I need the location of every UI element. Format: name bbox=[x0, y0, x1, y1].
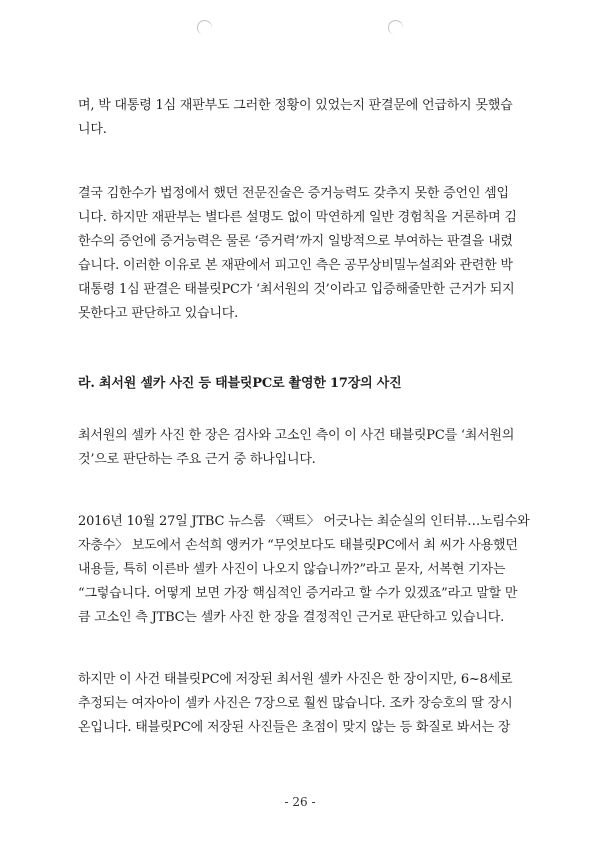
text-line: 하지만 이 사건 태블릿PC에 저장된 최서원 셀카 사진은 한 장이지만, 6~8세로 bbox=[78, 672, 513, 687]
text-line: 습니다. 이러한 이유로 본 재판에서 피고인 측은 공무상비밀누설죄와 관련한 박 bbox=[78, 258, 513, 273]
text-line: 니다. bbox=[78, 122, 107, 137]
paragraph-selfie bbox=[78, 424, 524, 472]
paragraph-continued bbox=[78, 94, 524, 142]
text-line: 대통령 1심 판결은 태블릿PC가 ‘최서원의 것’이라고 입증해줄만한 근거가 되지 bbox=[78, 282, 515, 297]
page-number: - 26 - bbox=[284, 795, 316, 809]
text-line: “그렇습니다. 어떻게 보면 가장 핵심적인 증거라고 할 수가 있겠죠”라고 말할 만 bbox=[78, 586, 518, 601]
paragraph-jtbc bbox=[78, 510, 530, 630]
text-line: 것’으로 판단하는 주요 근거 중 하나입니다. bbox=[78, 452, 316, 467]
text-line: 자충수〉 보도에서 손석희 앵커가 “무엇보다도 태블릿PC에서 최 씨가 사용했던 bbox=[78, 538, 518, 553]
text-line: 결국 김한수가 법정에서 했던 전문진술은 증거능력도 갖추지 못한 증언인 셈입 bbox=[78, 186, 509, 201]
section-heading: 라. 최서원 셀카 사진 등 태블릿PC로 촬영한 17장의 사진 bbox=[78, 376, 402, 391]
text-line: 큼 고소인 측 JTBC는 셀카 사진 한 장을 결정적인 근거로 판단하고 있습니다. bbox=[78, 610, 505, 625]
text-line: 못한다고 판단하고 있습니다. bbox=[78, 306, 239, 321]
punch-hole-mark-left bbox=[196, 19, 213, 36]
paragraph-photos bbox=[78, 668, 524, 740]
text-line: 니다. 하지만 재판부는 별다른 설명도 없이 막연하게 일반 경험칙을 거론하며 김 bbox=[78, 210, 517, 225]
punch-hole-mark-right bbox=[387, 19, 404, 36]
text-line: 최서원의 셀카 사진 한 장은 검사와 고소인 측이 이 사건 태블릿PC를 ‘최서원의 bbox=[78, 428, 515, 443]
text-line: 내용들, 특히 이른바 셀카 사진이 나오지 않습니까?”라고 묻자, 서복현 기자는 bbox=[78, 562, 506, 577]
text-line: 며, 박 대통령 1심 재판부도 그러한 정황이 있었는지 판결문에 언급하지 못했습 bbox=[78, 98, 513, 113]
text-line: 추정되는 여자아이 셀카 사진은 7장으로 훨씬 많습니다. 조카 장승호의 딸 장시 bbox=[78, 696, 513, 711]
text-line: 한수의 증언에 증거능력은 물론 ‘증거력’까지 일방적으로 부여하는 판결을 내렸 bbox=[78, 234, 513, 249]
text-line: 온입니다. 태블릿PC에 저장된 사진들은 초점이 맞지 않는 등 화질로 봐서는 장 bbox=[78, 720, 511, 735]
document-body bbox=[78, 94, 530, 740]
text-line: 2016년 10월 27일 JTBC 뉴스룸 〈팩트〉 어긋나는 최순실의 인터뷰…노림수와 bbox=[78, 514, 530, 529]
paragraph-conclusion bbox=[78, 182, 524, 326]
